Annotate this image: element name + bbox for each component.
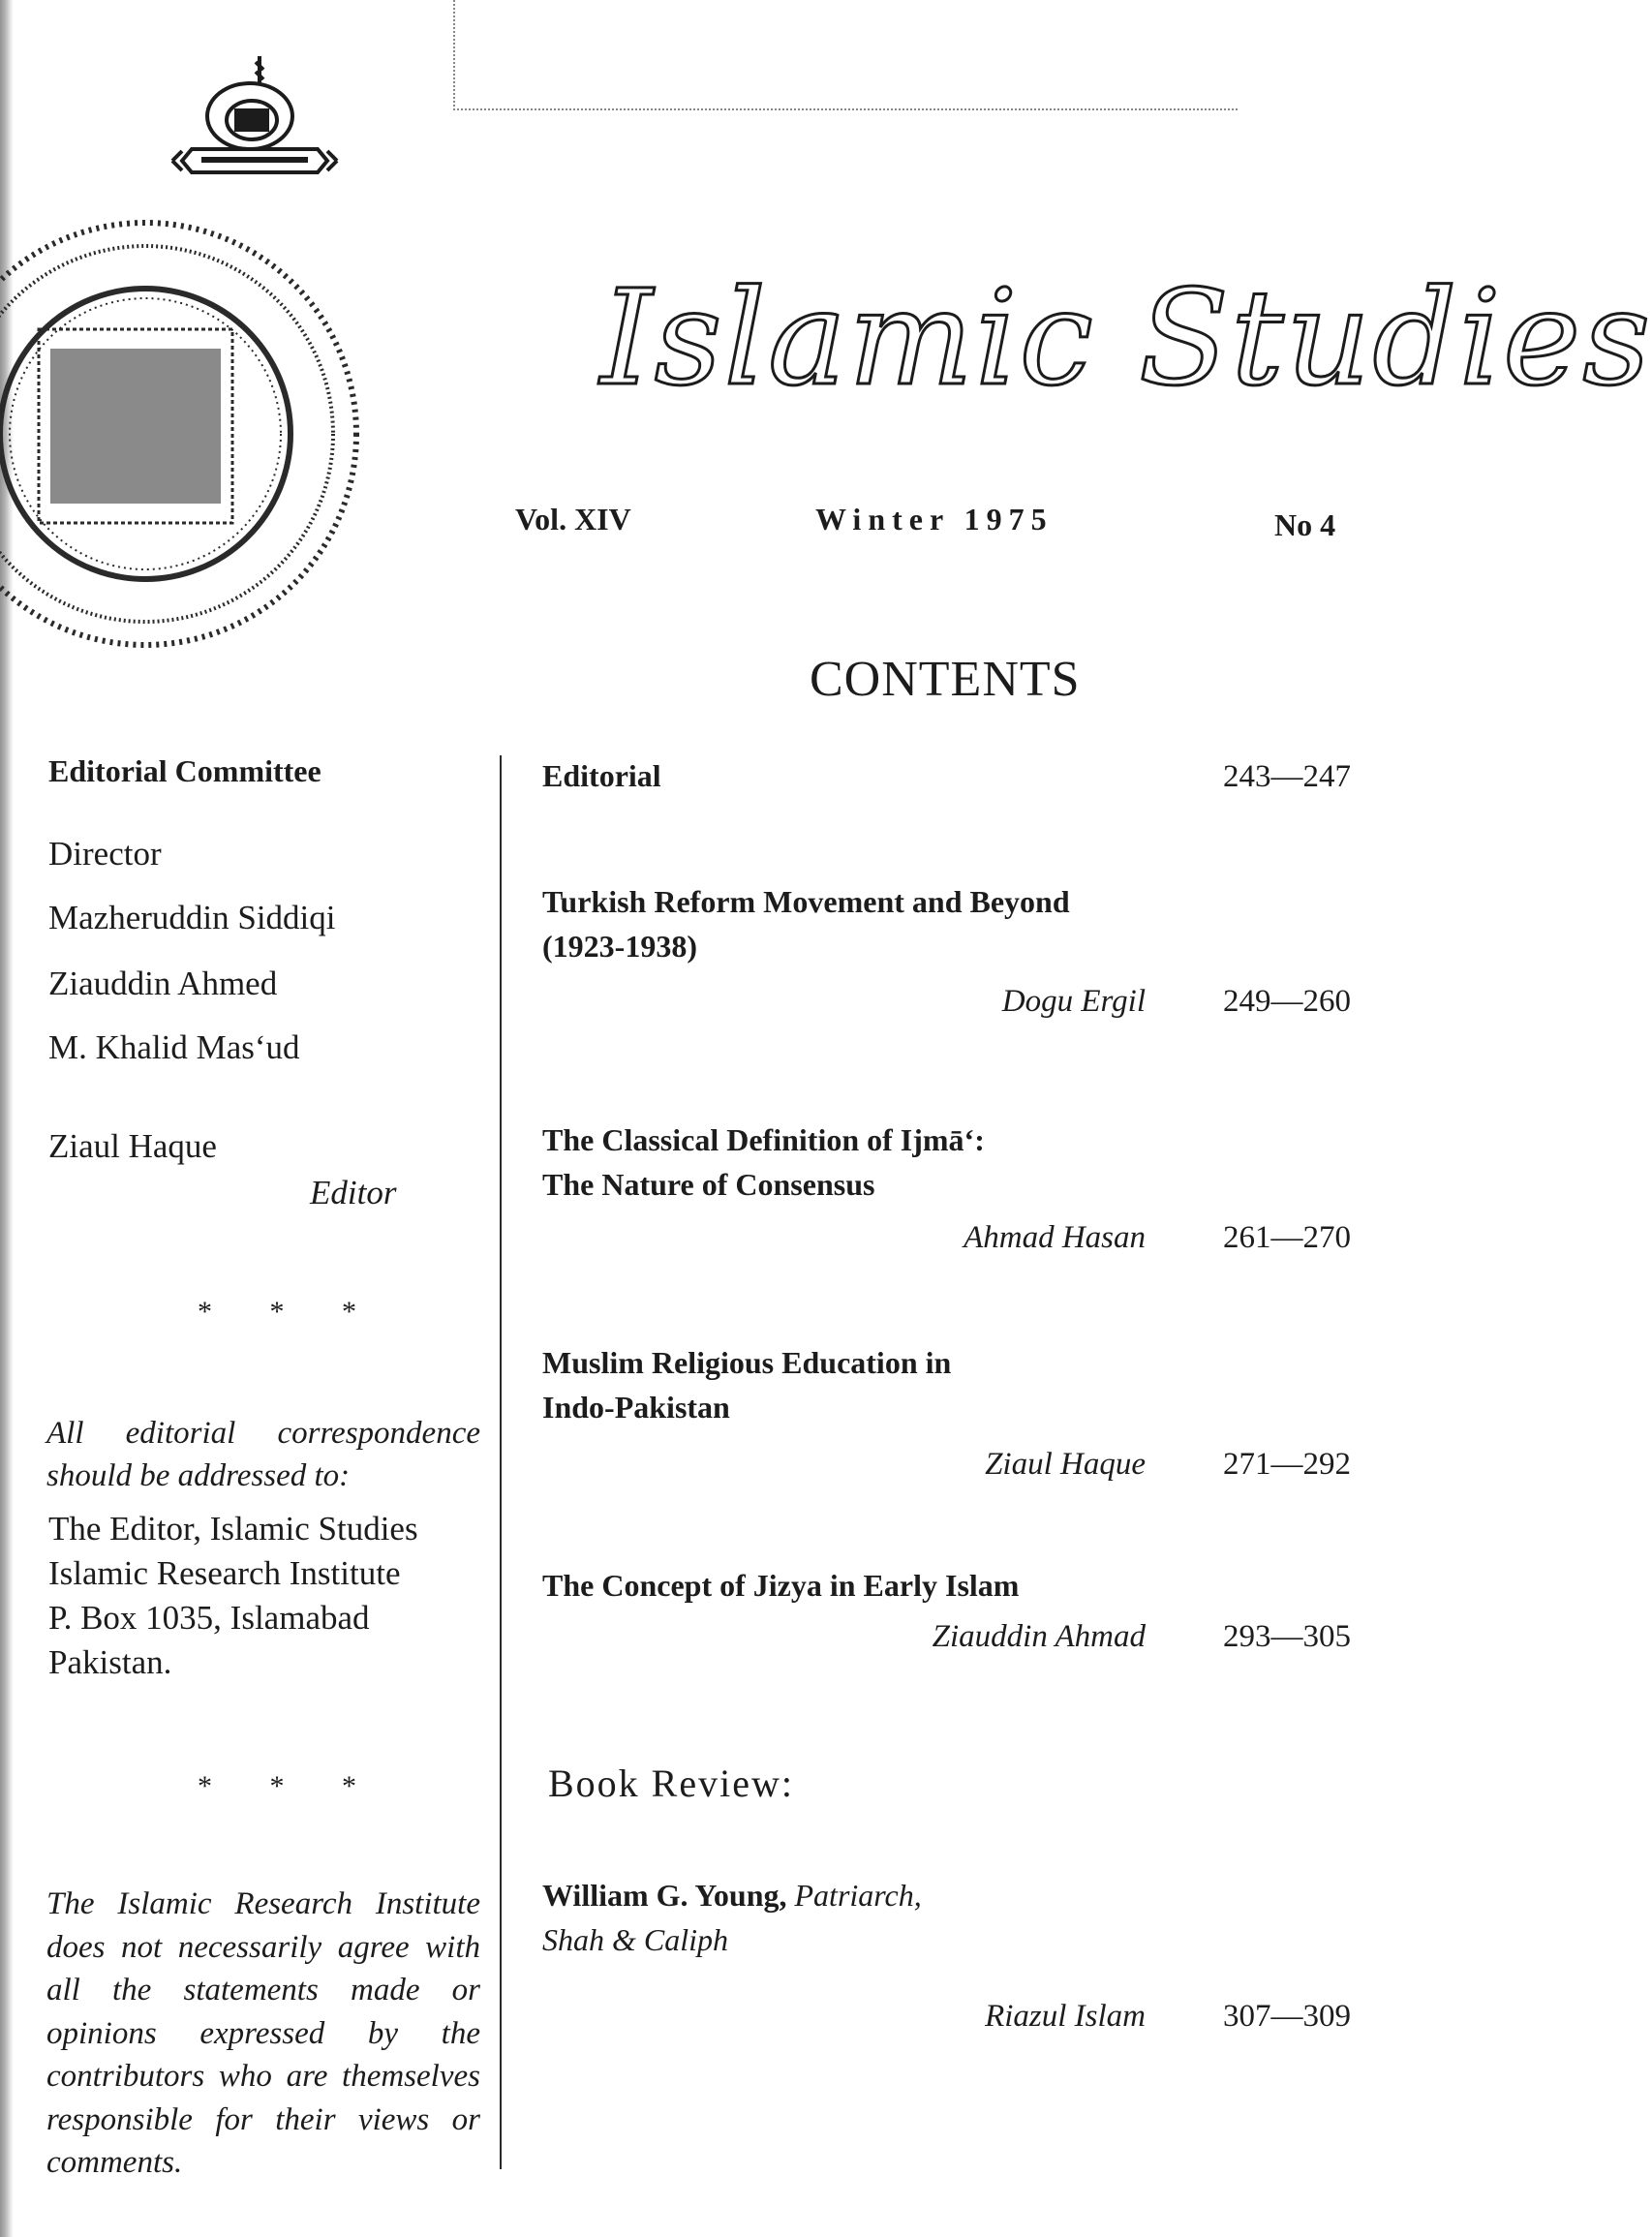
library-stamp-box [453,0,1238,110]
editor-role: Editor [310,1174,397,1211]
article-title-line: Turkish Reform Movement and Beyond [542,884,1070,919]
article-author: Ziaul Haque [985,1447,1146,1482]
article-author: Ziauddin Ahmad [932,1619,1146,1654]
article-author: Ahmad Hasan [964,1220,1146,1255]
address-line: The Editor, Islamic Studies [48,1510,418,1548]
article-title-line: The Classical Definition of Ijmā‘: [542,1122,985,1157]
contents-heading: CONTENTS [810,652,1081,707]
address-line: P. Box 1035, Islamabad [48,1599,370,1637]
article-author: Dogu Ergil [1001,984,1146,1019]
correspondence-note: All editorial correspondence should be addressed to: [46,1416,480,1493]
volume-label: Vol. XIV [515,502,631,536]
page-range: 261—270 [1223,1220,1351,1255]
page-range: 271—292 [1223,1447,1351,1482]
page-range: 243—247 [1223,759,1351,794]
page-range: 307—309 [1223,1999,1351,2034]
journal-title: Islamic Studies [600,262,1652,415]
page-range: 249—260 [1223,984,1351,1019]
committee-member: Mazheruddin Siddiqi [48,899,336,936]
book-title-line: Shah & Caliph [542,1922,729,1957]
article-title-line: Indo-Pakistan [542,1390,730,1425]
page-range: 293—305 [1223,1619,1351,1654]
article-title-line: Muslim Religious Education in [542,1345,952,1380]
article-title-line: (1923-1938) [542,929,697,964]
address-line: Islamic Research Institute [48,1554,401,1592]
disclaimer: The Islamic Research Institute does not necessarily agree with all the statements made or opinions expressed by the contributors who are themselves responsible for their views or comments. [46,1886,480,2180]
issue-season: Winter 1975 [815,502,1054,536]
address-line: Pakistan. [48,1643,172,1681]
article-title-line: The Concept of Jizya in Early Islam [542,1568,1020,1603]
institute-emblem [163,46,347,201]
committee-member: M. Khalid Mas‘ud [48,1028,300,1066]
reviewed-author: William G. Young, [542,1878,787,1913]
article-title-line: The Nature of Consensus [542,1167,875,1202]
committee-heading: Editorial Committee [48,753,321,788]
reviewer-name: Riazul Islam [985,1999,1146,2034]
issue-number: No 4 [1274,507,1336,542]
committee-member: Ziauddin Ahmed [48,965,278,1002]
library-seal [0,213,368,668]
column-divider [500,755,502,2169]
article-title-line: Editorial [542,758,661,793]
book-review-heading: Book Review: [548,1762,794,1805]
separator-stars: * * * [198,1296,382,1328]
committee-member: Director [48,835,162,873]
review-entry-line [542,1873,1143,1917]
separator-stars: * * * [198,1770,382,1802]
book-title: Patriarch, [794,1878,922,1913]
editor-name: Ziaul Haque [48,1127,217,1165]
